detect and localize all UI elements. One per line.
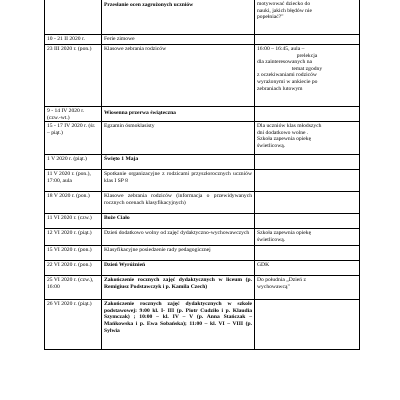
note-line: z oczekiwaniami rodziców (257, 72, 317, 79)
date-cell: 11 VI 2020 r. (czw.) (45, 214, 102, 229)
event-cell: Klasowe zebrania rodziców (informacja o przewidywanych rocznych ocenach klasyfikacyjnych) (102, 192, 255, 214)
note-line: temat zgodny (291, 65, 323, 72)
event-cell: Egzamin ósmoklasisty (102, 122, 255, 155)
note-line: 16:00 – 16:45, aula – (257, 46, 305, 52)
note-line: prelekcja (296, 52, 318, 59)
date-cell: 12 VI 2020 r. (piąt.) (45, 229, 102, 246)
note-line: motywować dziecko do (257, 1, 311, 7)
notes-cell (255, 214, 360, 229)
date-cell: 9 - 14 IV 2020 r. (czw.-wt.) (45, 107, 102, 122)
note-line: Szkoła zapewnia opiekę (257, 230, 312, 237)
notes-cell (255, 300, 360, 350)
event-cell: Zakończenie rocznych zajęć dydaktycznych w szkole podstawowej: 9:00 kl. I- III (p. Piotr Cudziło i p. Klaudia Szymczak) ; 10:00 – kl. IV – V (p. Anna Stańczak – Mańkowska i p. Ewa Sobańska); 11:00 – kl. VI – VIII (p. Sylwia (102, 300, 255, 350)
event-cell: Dzień Wyróżnień (102, 261, 255, 276)
note-line: Dla uczniów klas młodszych (257, 123, 322, 130)
date-cell: 22 VI 2020 r. (pon.) (45, 261, 102, 276)
date-cell: 11 V 2020 r. (pon.), 17:00, aula (45, 170, 102, 192)
notes-cell (255, 122, 360, 155)
date-cell: 10 - 21 II 2020 r. (45, 35, 102, 45)
table-row (45, 276, 360, 300)
event-cell: Przesłanie ocen zagrożonych uczniów (102, 0, 255, 35)
table-row (45, 35, 360, 45)
event-cell: Święto 1 Maja (102, 155, 255, 170)
table-row (45, 0, 360, 35)
table-row (45, 122, 360, 155)
notes-cell (255, 107, 360, 122)
event-cell: Spotkanie organizacyjne z rodzicami przyszłorocznych uczniów klas I SP 8 (102, 170, 255, 192)
table-row (45, 155, 360, 170)
note-line: świetlicową. (257, 236, 286, 243)
date-cell: 23 III 2020 r. (pon.) (45, 45, 102, 107)
date-cell: 26 VI 2020 r. (piąt.) (45, 300, 102, 350)
date-cell: 15 - 17 IV 2020 r. (śr. – piąt.) (45, 122, 102, 155)
note-line: Szkoła zapewnia opiekę (257, 136, 312, 143)
table-row (45, 261, 360, 276)
note-line: Do południa „Dzień z (257, 277, 306, 284)
table-row (45, 214, 360, 229)
date-cell: 18 V 2020 r. (pon.) (45, 192, 102, 214)
notes-cell (255, 155, 360, 170)
note-line: dla zainteresowanych na (257, 59, 312, 66)
school-calendar-table (44, 0, 360, 350)
date-cell: 1 V 2020 r. (piąt.) (45, 155, 102, 170)
notes-cell (255, 0, 360, 35)
note-line: nauki, jakich błędów nie (257, 7, 312, 14)
table-row (45, 192, 360, 214)
note-line: popełniać?" (257, 14, 284, 21)
table-row (45, 107, 360, 122)
note-line: wyrażonymi w ankiecie po (257, 78, 318, 85)
event-cell: Zakończenie rocznych zajęć dydaktycznych w liceum (p. Remigiusz Podstawczyk i p. Kamila Czech) (102, 276, 255, 300)
note-line: wychowawcą" (257, 283, 290, 290)
event-cell: Ferie zimowe (102, 35, 255, 45)
notes-cell (255, 45, 360, 107)
event-cell: Dzień dodatkowo wolny od zajęć dydaktyczno-wychowawczych (102, 229, 255, 246)
note-line: GDK (257, 262, 270, 269)
notes-cell (255, 276, 360, 300)
notes-cell (255, 35, 360, 45)
event-cell: Boże Ciało (102, 214, 255, 229)
note-line: zebraniach lutowym (257, 85, 303, 92)
note-line: dni dodatkowo wolne . (257, 129, 309, 136)
table-row (45, 229, 360, 246)
date-cell: 15 VI 2020 r. (pon.) (45, 246, 102, 261)
notes-cell (255, 229, 360, 246)
table-row (45, 170, 360, 192)
table-row (45, 246, 360, 261)
date-cell (45, 0, 102, 35)
event-cell: Klasowe zebrania rodziców (102, 45, 255, 107)
event-cell: Wiosenna przerwa świąteczna (102, 107, 255, 122)
note-line: świetlicową. (257, 142, 286, 149)
notes-cell (255, 261, 360, 276)
table-row (45, 300, 360, 350)
event-cell: Klasyfikacyjne posiedzenie rady pedagogicznej (102, 246, 255, 261)
notes-cell (255, 170, 360, 192)
date-cell: 25 VI 2020 r. (czw.), 16:00 (45, 276, 102, 300)
notes-cell (255, 192, 360, 214)
table-row (45, 45, 360, 107)
notes-cell (255, 246, 360, 261)
